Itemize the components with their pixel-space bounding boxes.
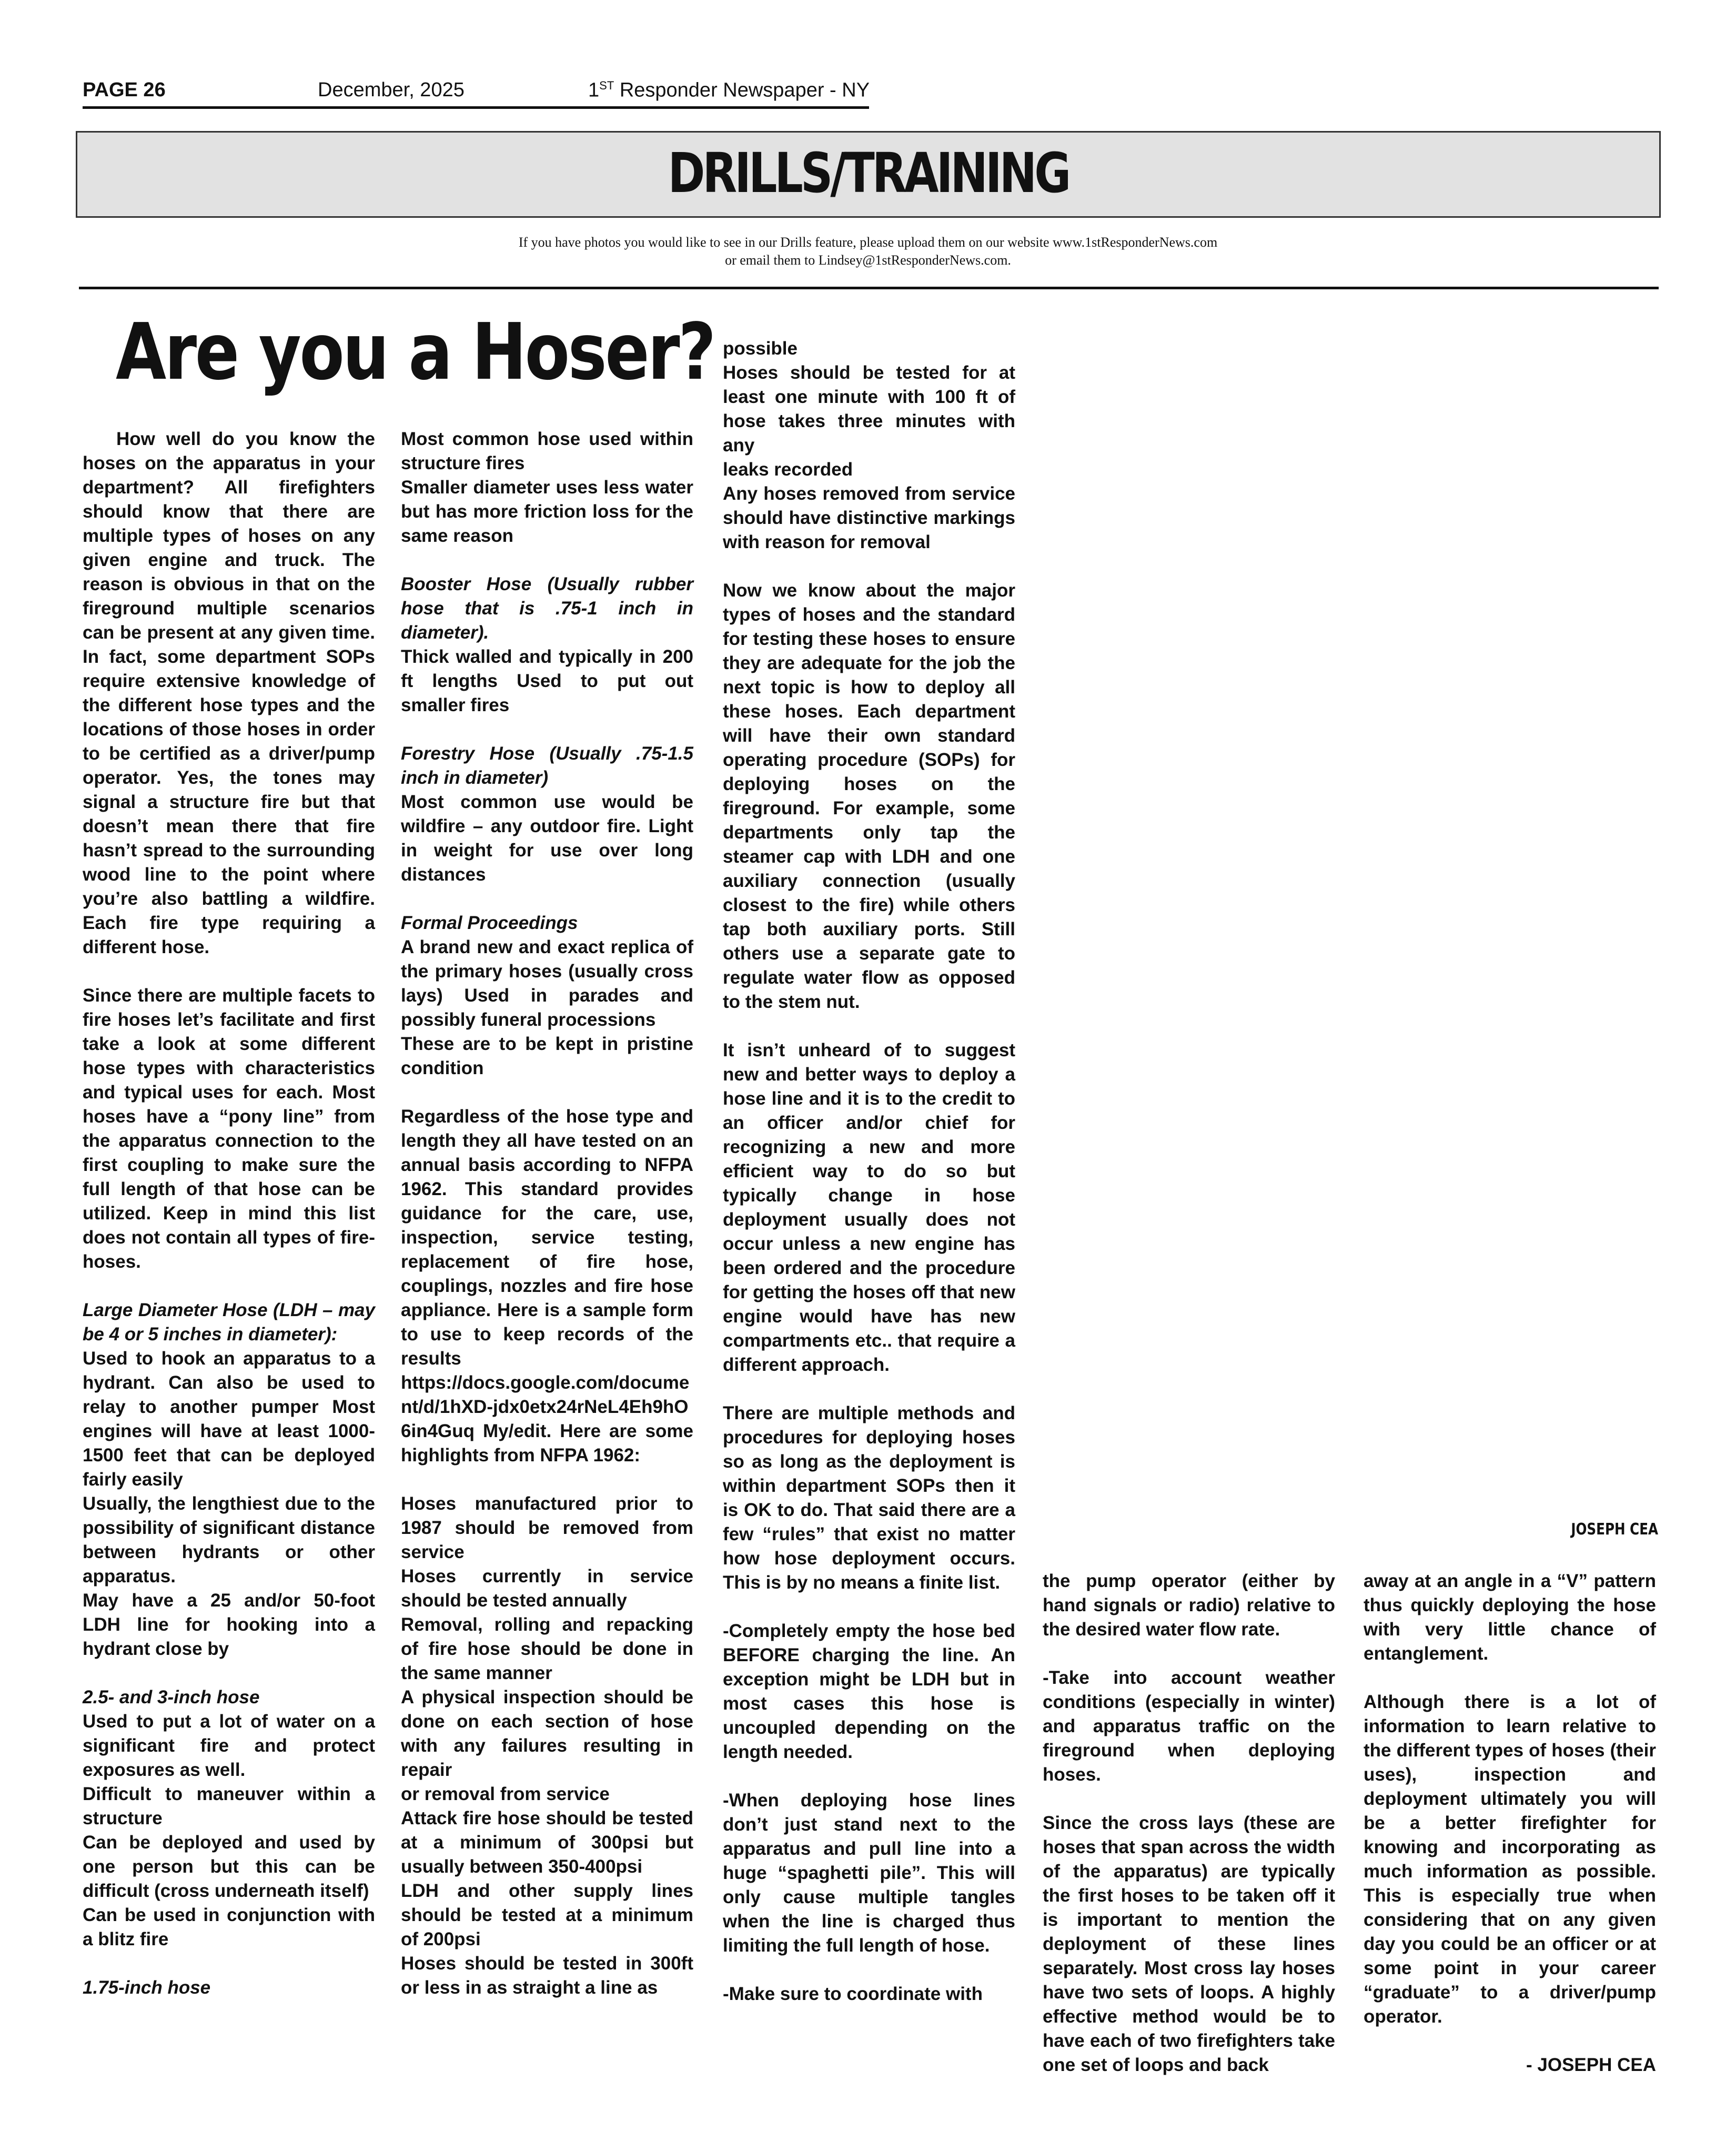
- paragraph: Hoses manufactured prior to 1987 should be removed from service: [401, 1493, 693, 1562]
- header-rule: [83, 106, 869, 109]
- subheading: 1.75-inch hose: [83, 1977, 211, 1998]
- paragraph: leaks recorded: [723, 459, 853, 480]
- submission-note-line-1: If you have photos you would like to see in our Drills feature, please upload them on our website www.1stResponderNews.com: [518, 235, 1218, 250]
- paragraph: Most common use would be wildfire – any outdoor fire. Light in weight for use over long distances: [401, 792, 693, 885]
- photo-area: [1044, 321, 1660, 1510]
- issue-date: December, 2025: [318, 79, 465, 101]
- paragraph: Any hoses removed from service should have distinctive markings with reason for removal: [723, 483, 1015, 552]
- paragraph: How well do you know the hoses on the apparatus in your department? All firefighters should know that there are multiple types of hoses on any given engine and truck. The reason is obvious in that on the fireground multiple scenarios can be present at any given time. In fact, some department SOPs require extensive knowledge of the different hose types and the locations of those hoses in order to be certified as a driver/pump operator. Yes, the tones may signal a structure fire but that doesn’t mean there that fire hasn’t spread to the surrounding wood line to the point where you’re also battling a wildfire. Each fire type requiring a different hose.: [83, 429, 375, 957]
- article-headline: Are you a Hoser?: [116, 307, 714, 397]
- paragraph: May have a 25 and/or 50-foot LDH line for hooking into a hydrant close by: [83, 1590, 375, 1659]
- paragraph: -Completely empty the hose bed BEFORE charging the line. An exception might be LDH but in most cases this hose is uncoupled depending on the length needed.: [723, 1621, 1015, 1762]
- subheading: Forestry Hose (Usually .75-1.5 inch in diameter): [401, 743, 693, 788]
- note-rule: [79, 287, 1659, 289]
- paragraph: Most common hose used within structure fires: [401, 429, 693, 473]
- paragraph: Although there is a lot of information to learn relative to the different types of hoses (their uses), inspection and deployment ultimately you will be a better firefighter for knowing and incorporating as much information as possible. This is especially true when considering that on any given day you could be an officer or at some point in your career “graduate” to a driver/pump operator.: [1364, 1692, 1656, 2027]
- submission-note: [0, 234, 1736, 269]
- paper-name: [588, 79, 870, 102]
- photo-credit: JOSEPH CEA: [1571, 1520, 1658, 1539]
- paragraph: Smaller diameter uses less water but has more friction loss for the same reason: [401, 477, 693, 546]
- paper-name-prefix: 1: [588, 79, 600, 102]
- paragraph: Now we know about the major types of hoses and the standard for testing these hoses to ensure they are adequate for the job the next topic is how to deploy all these hoses. Each department will have their own standard operating procedure (SOPs) for deploying hoses on the fireground. For example, some departments only tap the steamer cap with LDH and one auxiliary connection (usually closest to the fire) while others tap both auxiliary ports. Still others use a separate gate to regulate water flow as opposed to the stem nut.: [723, 580, 1015, 1012]
- paragraph: Usually, the lengthiest due to the possibility of significant distance between hydrants or other apparatus.: [83, 1493, 375, 1587]
- paragraph: It isn’t unheard of to suggest new and better ways to deploy a hose line and it is to the credit to an officer and/or chief for recognizing a new and more efficient way to do so but typically change in hose deployment usually does not occur unless a new engine has been ordered and the procedure for getting the hoses off that new engine would have has new compartments etc.. that require a different approach.: [723, 1040, 1015, 1375]
- paragraph: -When deploying hose lines don’t just stand next to the apparatus and pull line into a huge “spaghetti pile”. This will only cause multiple tangles when the line is charged thus limiting the full length of hose.: [723, 1790, 1015, 1956]
- paragraph: Used to put a lot of water on a significant fire and protect exposures as well.: [83, 1711, 375, 1780]
- paragraph: or removal from service: [401, 1784, 610, 1804]
- paragraph: Can be deployed and used by one person but this can be difficult (cross underneath itself): [83, 1832, 375, 1901]
- form-link: https://docs.google.com/document/d/1hXD-jdx0etx24rNeL4Eh9hO6in4Guq My/edit. Here are some highlights from NFPA 1962:: [401, 1372, 693, 1466]
- paragraph: Used to hook an apparatus to a hydrant. Can also be used to relay to another pumper Most engines will have at least 1000-1500 feet that can be deployed fairly easily: [83, 1348, 375, 1490]
- paragraph: possible: [723, 338, 798, 359]
- paper-name-superscript: ST: [599, 79, 614, 92]
- article-column-3: [723, 337, 1015, 2006]
- paragraph: -Take into account weather conditions (especially in winter) and apparatus traffic on the fireground when deploying hoses.: [1043, 1668, 1335, 1785]
- paragraph: These are to be kept in pristine condition: [401, 1034, 693, 1078]
- article-column-1: [83, 427, 375, 2000]
- page-number: PAGE 26: [83, 79, 166, 101]
- article-column-5: [1364, 1569, 1656, 2077]
- paragraph: Difficult to maneuver within a structure: [83, 1784, 375, 1828]
- paragraph: away at an angle in a “V” pattern thus quickly deploying the hose with very little chance of entanglement.: [1364, 1571, 1656, 1664]
- article-column-2: [401, 427, 693, 2000]
- paragraph: Hoses currently in service should be tested annually: [401, 1566, 693, 1611]
- paragraph: Attack fire hose should be tested at a minimum of 300psi but usually between 350-400psi: [401, 1808, 693, 1877]
- paragraph: Since the cross lays (these are hoses that span across the width of the apparatus) are typically the first hoses to be taken off it is important to mention the deployment of these lines separately. Most cross lay hoses have two sets of loops. A highly effective method would be to have each of two firefighters take one set of loops and back: [1043, 1813, 1335, 2075]
- paper-name-rest: Responder Newspaper - NY: [614, 79, 870, 102]
- paragraph: A brand new and exact replica of the primary hoses (usually cross lays) Used in parades and possibly funeral processions: [401, 937, 693, 1030]
- subheading: Booster Hose (Usually rubber hose that is .75-1 inch in diameter).: [401, 574, 693, 643]
- paragraph: LDH and other supply lines should be tested at a minimum of 200psi: [401, 1881, 693, 1949]
- submission-note-line-2: or email them to Lindsey@1stResponderNews.com.: [725, 252, 1011, 268]
- subheading: Formal Proceedings: [401, 913, 578, 933]
- paragraph: Thick walled and typically in 200 ft lengths Used to put out smaller fires: [401, 646, 693, 715]
- paragraph: A physical inspection should be done on each section of hose with any failures resulting in repair: [401, 1687, 693, 1780]
- author-signature: - JOSEPH CEA: [1526, 2055, 1656, 2075]
- subheading: Large Diameter Hose (LDH – may be 4 or 5 inches in diameter):: [83, 1300, 375, 1345]
- paragraph: the pump operator (either by hand signals or radio) relative to the desired water flow rate.: [1043, 1571, 1335, 1640]
- paragraph: Removal, rolling and repacking of fire hose should be done in the same manner: [401, 1614, 693, 1683]
- paragraph: Hoses should be tested in 300ft or less in as straight a line as: [401, 1953, 693, 1998]
- article-column-4: [1043, 1569, 1335, 2077]
- subheading: 2.5- and 3-inch hose: [83, 1687, 260, 1707]
- paragraph: Since there are multiple facets to fire hoses let’s facilitate and first take a look at some different hose types with characteristics and typical uses for each. Most hoses have a “pony line” from the apparatus connection to the first coupling to make sure the full length of that hose can be utilized. Keep in mind this list does not contain all types of fire-hoses.: [83, 985, 375, 1272]
- section-banner: [76, 131, 1661, 218]
- paragraph: Regardless of the hose type and length they all have tested on an annual basis according to NFPA 1962. This standard provides guidance for the care, use, inspection, service testing, replacement of fire hose, couplings, nozzles and fire hose appliance. Here is a sample form to use to keep records of the results: [401, 1106, 693, 1369]
- paragraph: Can be used in conjunction with a blitz fire: [83, 1905, 375, 1949]
- paragraph: There are multiple methods and procedures for deploying hoses so as long as the deployment is within department SOPs then it is OK to do. That said there are a few “rules” that exist no matter how hose deployment occurs. This is by no means a finite list.: [723, 1403, 1015, 1593]
- paragraph: -Make sure to coordinate with: [723, 1984, 983, 2004]
- paragraph: Hoses should be tested for at least one minute with 100 ft of hose takes three minutes with any: [723, 362, 1015, 456]
- section-title: DRILLS/TRAINING: [668, 141, 1069, 205]
